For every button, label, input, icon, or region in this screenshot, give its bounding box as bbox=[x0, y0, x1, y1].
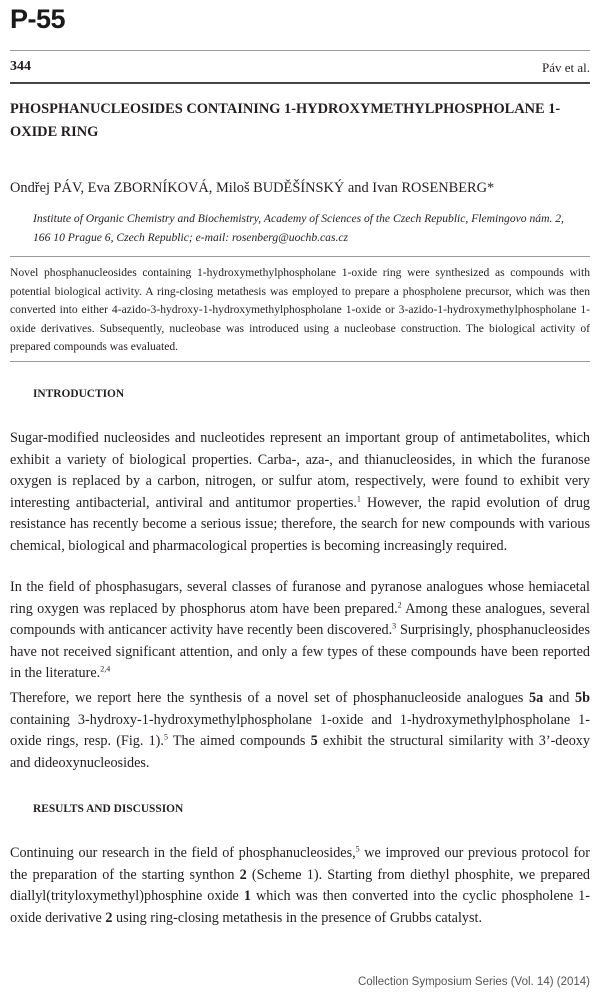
abstract-top-rule bbox=[10, 256, 590, 257]
compound-ref: 5b bbox=[575, 690, 590, 706]
compound-ref: 5 bbox=[310, 733, 318, 750]
page-number: 344 bbox=[10, 59, 31, 74]
intro-paragraph-2: In the field of phosphasugars, several classes of furanose and pyranose analogues whose hemiacetal ring oxygen was replaced by phosphorus atom have been prepared.$^2$ Among these analogues, several compounds with anticancer activity have recently been discovered.$^3$ Surprisingly, phosphanucleosides have not received significant attention, and only a few types of these compounds have been reported in the literature.$^{2,4}$ bbox=[10, 579, 590, 682]
intro-paragraph-1: Sugar-modified nucleosides and nucleotides represent an important group of antimetabolites, which exhibit a variety of biological properties. Carba-, aza-, and thianucleosides, in which the furanose oxygen is replaced by a carbon, nitrogen, or sulfur atom, respectively, were found to exhibit very interesting antibacterial, antiviral and antitumor properties.$^1$ However, the rapid evolution of drug resistance has recently become a serious issue; therefore, the search for new compounds with various chemical, biological and pharmacological properties is becoming increasingly required. bbox=[10, 430, 591, 554]
citation: 1 bbox=[356, 494, 361, 504]
section-heading-introduction: INTRODUCTION bbox=[33, 388, 125, 400]
abstract: Novel phosphanucleosides containing 1-hydroxymethylphospholane 1-oxide ring were synthesized as compounds with potential biological activity. A ring-closing metathesis was employed to prepare a phospholene precursor, which was then converted into either 4-azido-3-hydroxy-1-hydroxymethylphospholane 1-oxide or 3-azido-1-hydroxymethylphospholane 1-oxide derivatives. Subsequently, nucleobase was introduced using a nucleobase construction. The biological activity of prepared compounds was evaluated. bbox=[10, 266, 590, 354]
abstract-bottom-rule bbox=[10, 361, 590, 362]
authors: Ondřej PÁV, Eva ZBORNÍKOVÁ, Miloš BUDĚŠÍNSKÝ and Ivan ROSENBERG* bbox=[10, 180, 495, 196]
compound-ref: 1 bbox=[243, 888, 251, 905]
top-rule bbox=[10, 50, 590, 51]
citation: 5 bbox=[355, 844, 360, 854]
results-paragraph-1: Continuing our research in the field of phosphanucleosides,$^5$ we improved our previous protocol for the preparation of the starting synthon 2 (Scheme 1). Starting from diethyl phosphite, we prepared diallyl(trityloxymethyl)phosphine oxide 1 which was then converted into the cyclic phospholene 1-oxide derivative 2 using ring-closing metathesis in the presence of Grubbs catalyst. bbox=[10, 844, 590, 926]
affiliation: Institute of Organic Chemistry and Biochemistry, Academy of Sciences of the Czech Republic, Flemingovo nám. 2, 166 10 Prague 6, Czech Republic; e-mail: rosenberg@uochb.cas.cz bbox=[33, 212, 564, 244]
intro-paragraph-3: Therefore, we report here the synthesis of a novel set of phosphanucleoside analogues 5a and 5b containing 3-hydroxy-1-hydroxymethylphospholane 1-oxide and 1-hydroxymethylphospholane 1-oxide rings, resp. (Fig. 1).$^5$ The aimed compounds 5 exhibit the structural similarity with 3’-deoxy and dideoxynucleosides. bbox=[10, 690, 590, 771]
paper-title: PHOSPHANUCLEOSIDES CONTAINING 1-HYDROXYMETHYLPHOSPHOLANE 1-OXIDE RING bbox=[10, 101, 561, 140]
citation: 3 bbox=[392, 621, 397, 631]
running-head: Páv et al. bbox=[541, 60, 590, 75]
section-heading-results: RESULTS AND DISCUSSION bbox=[33, 803, 184, 815]
citation: 5 bbox=[163, 732, 168, 742]
compound-ref: 2 bbox=[105, 909, 113, 926]
compound-ref: 2 bbox=[239, 866, 247, 883]
citation: 2,4 bbox=[100, 664, 111, 674]
poster-code: P-55 bbox=[10, 4, 66, 34]
header-rule bbox=[10, 82, 590, 84]
compound-ref: 5a bbox=[529, 690, 544, 706]
journal-footer: Collection Symposium Series (Vol. 14) (2014) bbox=[357, 976, 590, 988]
citation: 2 bbox=[397, 599, 402, 609]
